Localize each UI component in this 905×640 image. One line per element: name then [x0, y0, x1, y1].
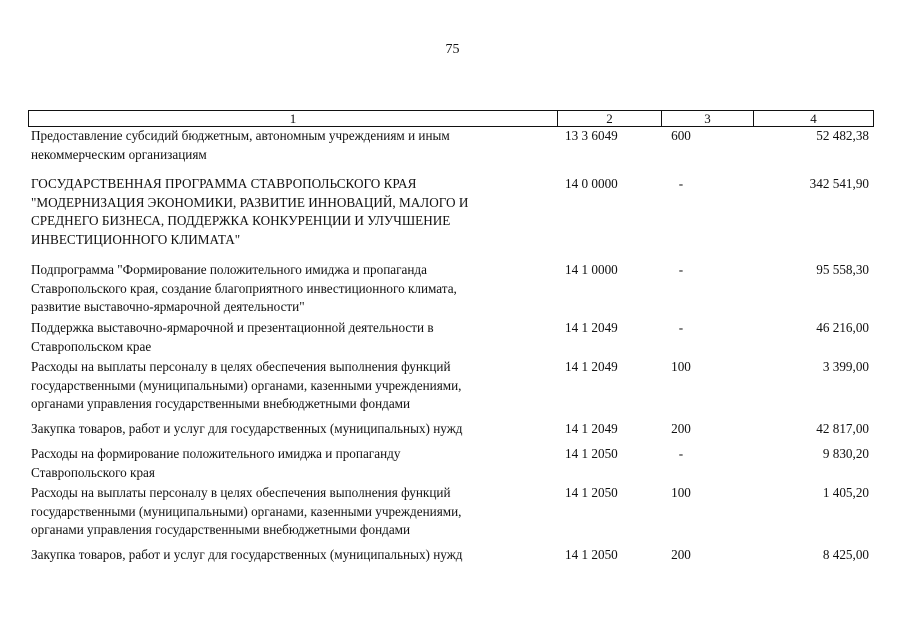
row-sum: 342 541,90: [809, 176, 869, 191]
row-code: 14 1 0000: [565, 262, 618, 277]
row-type: 600: [671, 128, 691, 143]
row-sum: 3 399,00: [822, 359, 869, 374]
row-name: Расходы на формирование положительного имиджа и пропаганду Ставропольского края: [31, 446, 401, 480]
row-name: Расходы на выплаты персоналу в целях обеспечения выполнения функций государственными (муниципальными) органами, казенными учреждениями, органами управления государственными внебюджетными фондами: [31, 485, 462, 538]
row-code: 14 1 2050: [565, 547, 618, 562]
header-col-4: 4: [810, 111, 817, 126]
row-type: 200: [671, 547, 691, 562]
row-name: Предоставление субсидий бюджетным, автономным учреждениям и иным некоммерческим организациям: [31, 128, 450, 162]
row-type: 100: [671, 359, 691, 374]
row-name: Подпрограмма "Формирование положительного имиджа и пропаганда Ставропольского края, создание благоприятного инвестиционного климата, развитие выставочно-ярмарочной деятельности": [31, 262, 457, 315]
row-name: Расходы на выплаты персоналу в целях обеспечения выполнения функций государственными (муниципальными) органами, казенными учреждениями, органами управления государственными внебюджетными фондами: [31, 359, 462, 412]
row-sum: 1 405,20: [822, 485, 869, 500]
row-type: -: [678, 446, 684, 461]
header-col-1: 1: [29, 111, 558, 126]
row-name: Закупка товаров, работ и услуг для государственных (муниципальных) нужд: [31, 547, 463, 562]
row-name: Поддержка выставочно-ярмарочной и презентационной деятельности в Ставропольском крае: [31, 320, 434, 354]
row-sum: 42 817,00: [816, 421, 869, 436]
row-type: 100: [671, 485, 691, 500]
row-name: ГОСУДАРСТВЕННАЯ ПРОГРАММА СТАВРОПОЛЬСКОГО КРАЯ "МОДЕРНИЗАЦИЯ ЭКОНОМИКИ, РАЗВИТИЕ ИННОВАЦИЙ, МАЛОГО И СРЕДНЕГО БИЗНЕСА, ПОДДЕРЖКА КОНКУРЕНЦИИ И УЛУЧШЕНИЕ ИНВЕСТИЦИОННОГО КЛИМАТА": [31, 176, 469, 247]
header-col-2: 2: [558, 111, 662, 126]
row-type: 200: [671, 421, 691, 436]
row-type: -: [678, 176, 684, 191]
row-sum: 95 558,30: [816, 262, 869, 277]
row-name: Закупка товаров, работ и услуг для государственных (муниципальных) нужд: [31, 421, 463, 436]
row-code: 14 0 0000: [565, 176, 618, 191]
row-code: 14 1 2049: [565, 359, 618, 374]
row-type: -: [678, 262, 684, 277]
row-type: -: [678, 320, 684, 335]
row-code: 14 1 2050: [565, 485, 618, 500]
page-number: 75: [445, 42, 460, 57]
row-sum: 46 216,00: [816, 320, 869, 335]
row-sum: 9 830,20: [822, 446, 869, 461]
row-code: 14 1 2050: [565, 446, 618, 461]
row-code: 14 1 2049: [565, 320, 618, 335]
row-code: 14 1 2049: [565, 421, 618, 436]
row-sum: 52 482,38: [816, 128, 869, 143]
row-sum: 8 425,00: [822, 547, 869, 562]
header-col-3: 3: [662, 111, 754, 126]
row-code: 13 3 6049: [565, 128, 618, 143]
